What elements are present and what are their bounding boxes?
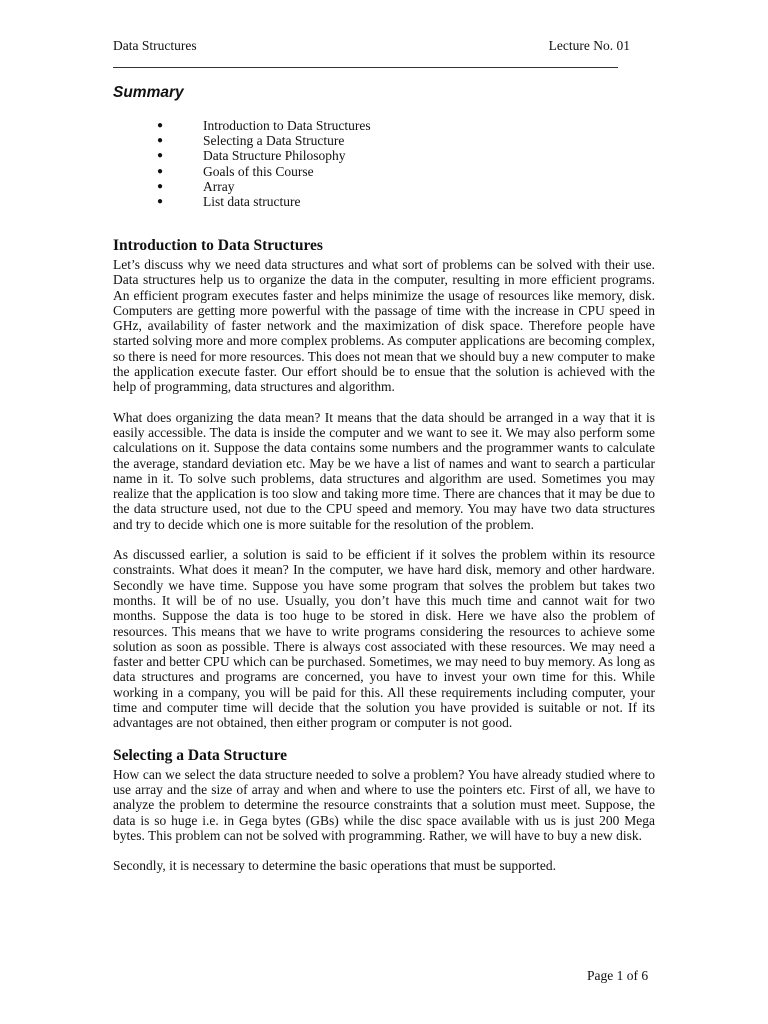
summary-item-label: List data structure bbox=[203, 194, 301, 210]
list-item bbox=[157, 194, 371, 209]
paragraph: Secondly, it is necessary to determine the basic operations that must be supported. bbox=[113, 858, 557, 874]
summary-item-label: Introduction to Data Structures bbox=[203, 118, 371, 133]
list-item bbox=[157, 179, 371, 194]
page-header bbox=[113, 38, 630, 54]
header-course-title: Data Structures bbox=[113, 38, 197, 53]
summary-item-label: Array bbox=[203, 178, 235, 194]
list-item bbox=[157, 164, 371, 179]
paragraph: What does organizing the data mean? It means that the data should be arranged in a way that it is easily accessible. The data is inside the computer and we want to see it. We may also perform some calculations on it. Suppose the data contains some numbers and the programmer wants to calculate the average, standard deviation etc. May be we have a list of names and want to search a particular name in it. To solve such problems, data structures and algorithm are used. Sometimes you may realize that the application is too slow and taking more time. There are chances that it may be due to the data structure used, not due to the CPU speed and memory. You may have two data structures and try to decide which one is more suitable for the resolution of the problem. bbox=[113, 409, 655, 532]
bullet-icon: ● bbox=[157, 120, 164, 131]
lecture-body bbox=[113, 236, 655, 873]
summary-item-label: Goals of this Course bbox=[203, 163, 314, 179]
paragraph: How can we select the data structure needed to solve a problem? You have already studied where to use array and the size of array and when and where to use the pointers etc. First of all, we have to analyze the problem to determine the resource constraints that a solution must meet. Suppose, the data is so huge i.e. in Gega bytes (GBs) while the disc space available with us is just 200 Mega bytes. This problem can not be solved with programming. Rather, we will have to buy a new disk. bbox=[113, 766, 655, 843]
page-number: Page 1 of 6 bbox=[587, 968, 649, 983]
paragraph: Let’s discuss why we need data structures and what sort of problems can be solved with their use. Data structures help us to organize the data in the computer, resulting in more efficient programs. An efficient program executes faster and helps minimize the usage of resources like memory, disk. Computers are getting more powerful with the passage of time with the increase in CPU speed in GHz, availability of faster network and the maximization of disk space. Therefore people have started solving more and more complex problems. As computer applications are becoming complex, so there is need for more resources. This does not mean that we should buy a new computer to make the application execute faster. Our effort should be to ensue that the solution is achieved with the help of programming, data structures and algorithm. bbox=[113, 257, 655, 395]
section-heading-selecting: Selecting a Data Structure bbox=[113, 746, 288, 764]
bullet-icon: ● bbox=[157, 196, 164, 208]
section-heading-introduction: Introduction to Data Structures bbox=[113, 237, 323, 254]
bullet-icon: ● bbox=[157, 180, 164, 192]
bullet-icon: ● bbox=[157, 135, 164, 147]
bullet-icon: ● bbox=[157, 150, 164, 162]
list-item bbox=[157, 118, 371, 133]
bullet-icon: ● bbox=[157, 165, 164, 177]
summary-item-label: Selecting a Data Structure bbox=[203, 133, 345, 149]
list-item bbox=[157, 133, 371, 148]
summary-title: Summary bbox=[113, 84, 184, 101]
summary-list bbox=[157, 118, 371, 209]
summary-item-label: Data Structure Philosophy bbox=[203, 148, 346, 164]
header-lecture-number: Lecture No. 01 bbox=[548, 38, 630, 53]
paragraph: As discussed earlier, a solution is said to be efficient if it solves the problem within its resource constraints. What does it mean? In the computer, we have hard disk, memory and other hardware. Secondly we have time. Suppose you have some program that solves the problem but takes two months. It will be of no use. Usually, you don’t have this much time and cannot wait for two months. Suppose the data is too huge to be stored in disk. Here we have also the problem of resources. This means that we have to write programs considering the resources to achieve some solution as soon as possible. There is always cost associated with these resources. We may need a faster and better CPU which can be purchased. Sometimes, we may need to buy memory. As long as data structures and programs are concerned, you have to invest your own time for this. While working in a company, you will be paid for this. All these requirements including computer, your time and computer time will decide that the solution you have provided is suitable or not. If its advantages are not obtained, then either program or computer is not good. bbox=[113, 547, 655, 731]
header-divider bbox=[113, 67, 618, 68]
list-item bbox=[157, 148, 371, 163]
